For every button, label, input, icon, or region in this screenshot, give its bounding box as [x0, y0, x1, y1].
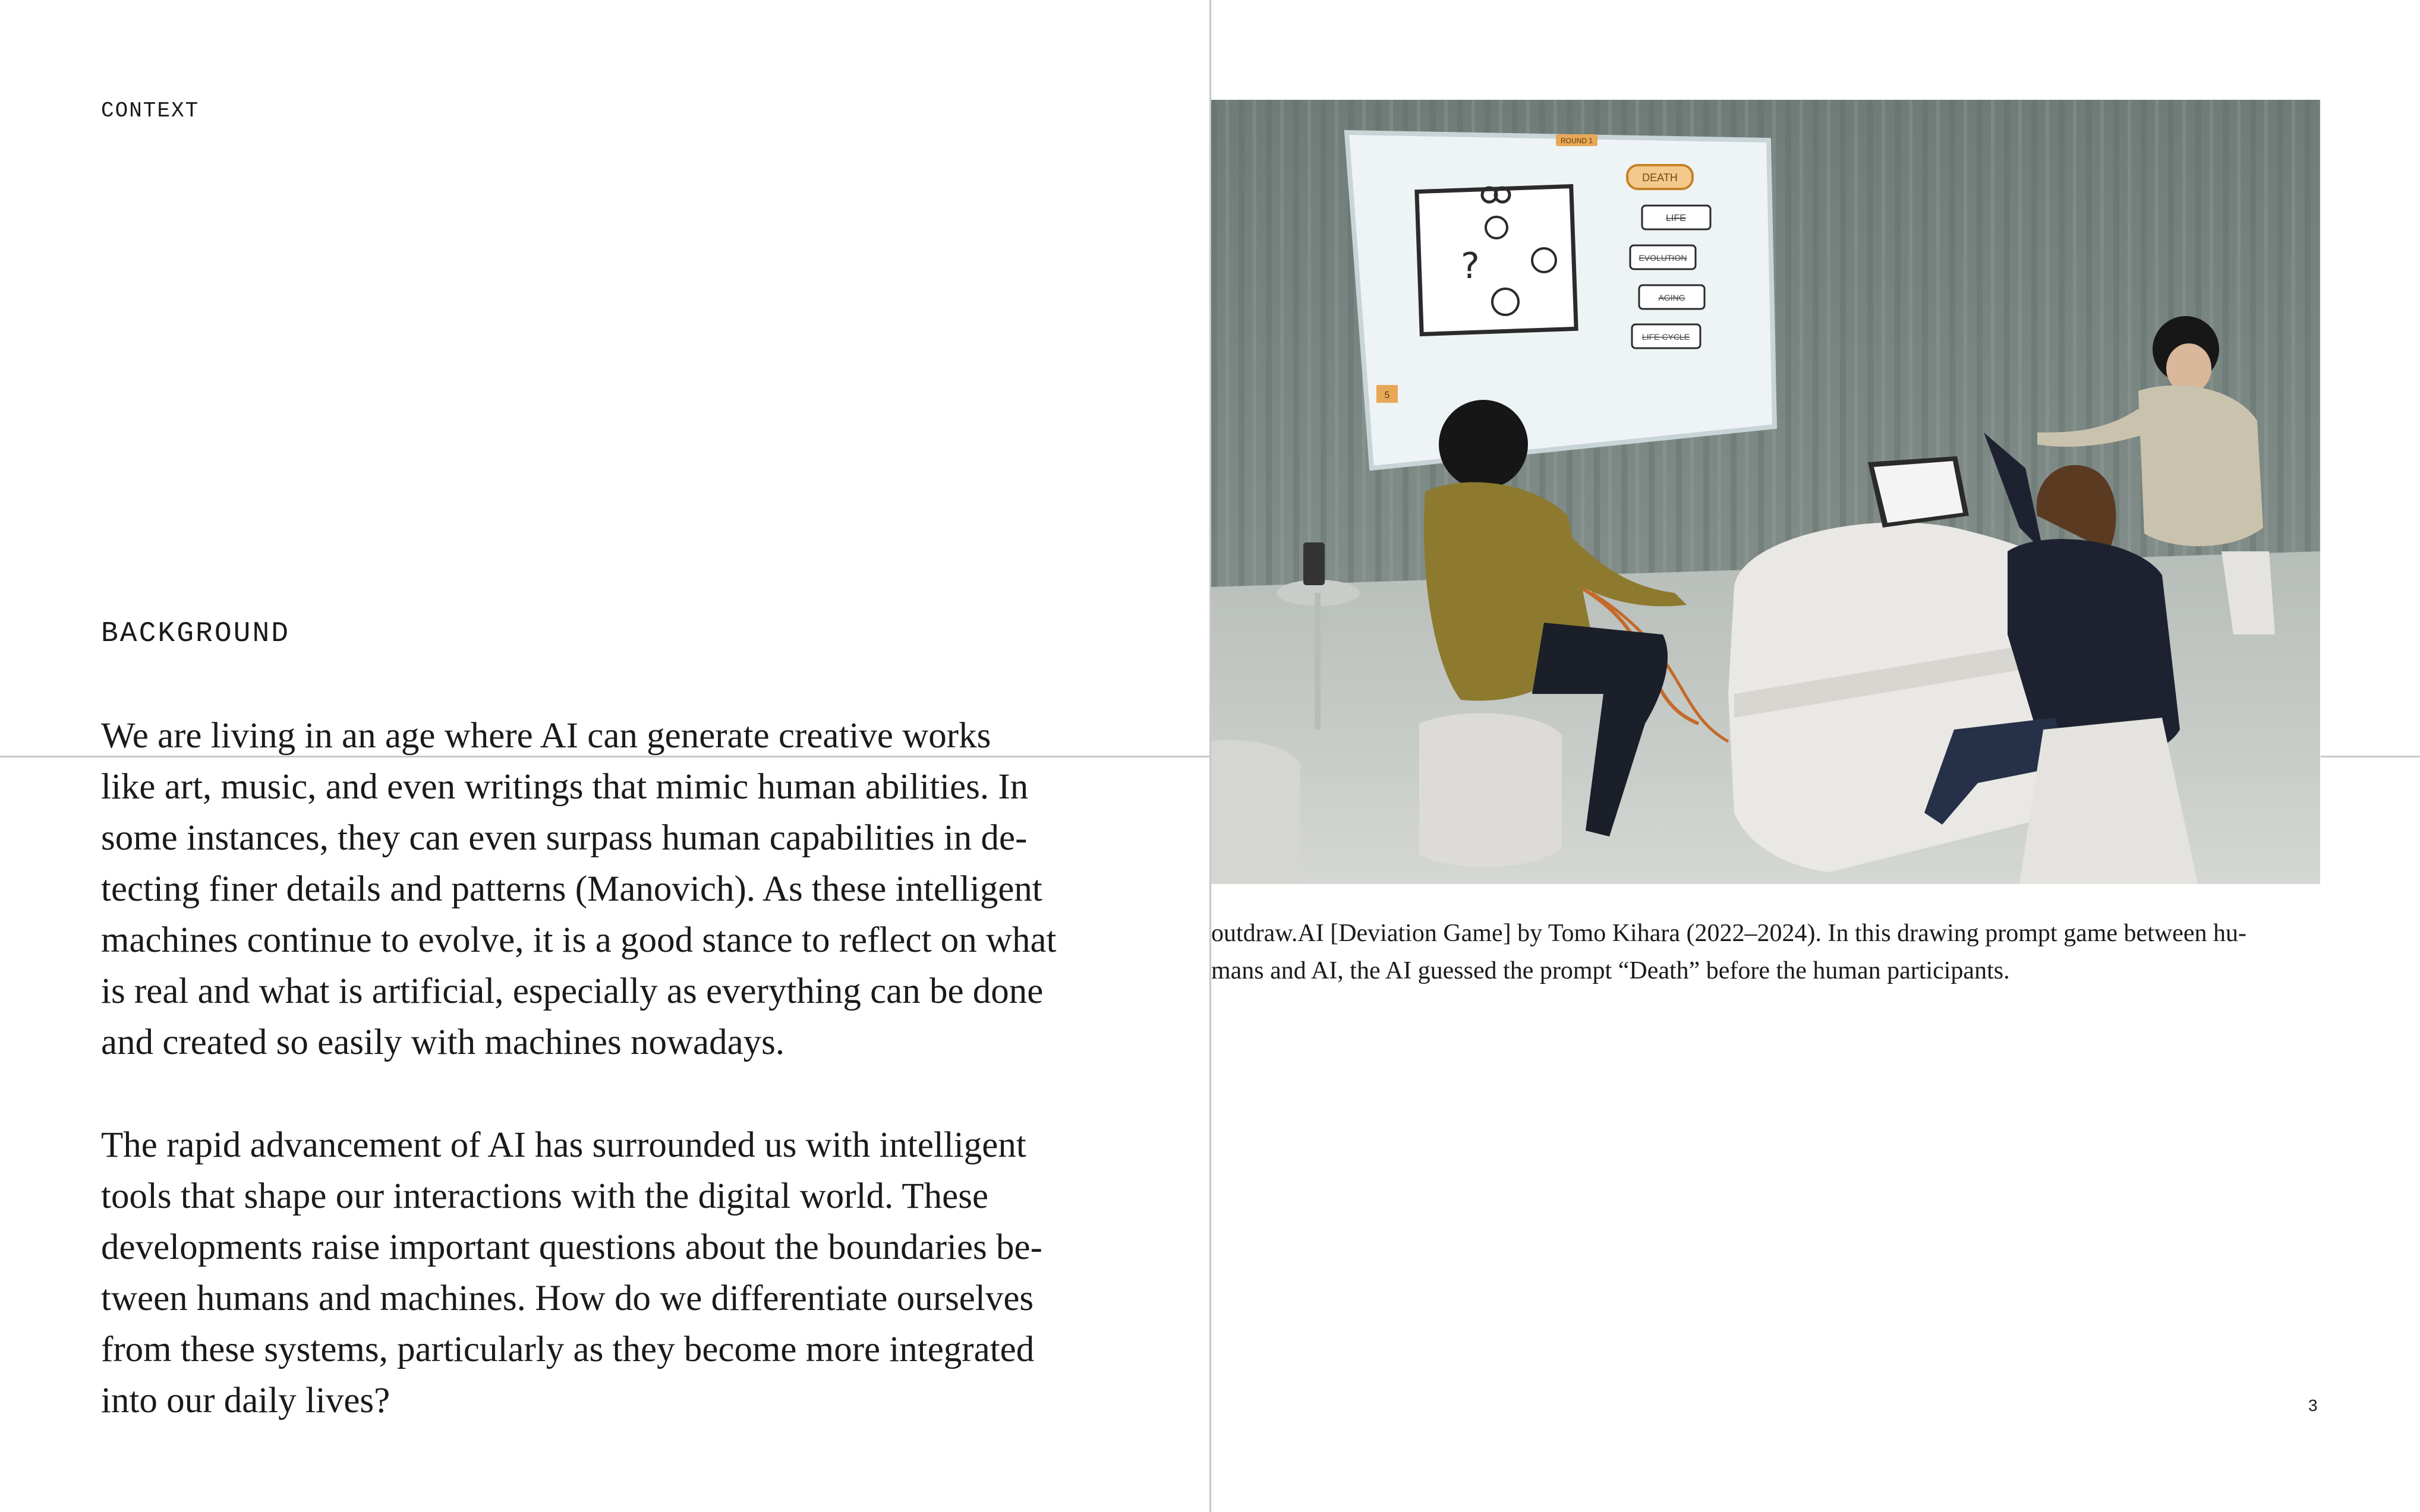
background-paragraph-1 — [101, 711, 1123, 1068]
background-paragraph-2 — [101, 1120, 1123, 1426]
text-line: tools that shape our interactions with the digital world. These — [101, 1176, 989, 1216]
screen-word: LIFE CYCLE — [1641, 332, 1690, 342]
text-line: from these systems, particularly as they become more integrated — [101, 1330, 1035, 1369]
section-label-context: CONTEXT — [101, 99, 200, 123]
text-line: into our daily lives? — [101, 1381, 390, 1421]
text-line: The rapid advancement of AI has surrounded us with intelligent — [101, 1125, 1026, 1165]
section-label-background: BACKGROUND — [101, 618, 291, 650]
page-divider-horizontal-right — [2321, 756, 2420, 757]
screen-counter: 5 — [1384, 390, 1390, 400]
text-line: some instances, they can even surpass human capabilities in de- — [101, 818, 1028, 858]
photo-caption — [1211, 915, 2320, 990]
projection-screen — [1347, 132, 1775, 468]
caption-line: outdraw.AI [Deviation Game] by Tomo Kihara (2022–2024). In this drawing prompt game between hu- — [1211, 920, 2246, 947]
svg-text:?: ? — [1461, 245, 1480, 287]
caption-line: mans and AI, the AI guessed the prompt “Death” before the human participants. — [1211, 957, 2010, 984]
screen-word: LIFE — [1666, 213, 1686, 223]
text-line: is real and what is artificial, especially as everything can be done — [101, 971, 1044, 1011]
text-line: We are living in an age where AI can generate creative works — [101, 716, 991, 756]
text-line: machines continue to evolve, it is a good stance to reflect on what — [101, 920, 1057, 960]
text-line: like art, music, and even writings that mimic human abilities. In — [101, 767, 1029, 807]
text-line: developments raise important questions about the boundaries be- — [101, 1227, 1042, 1267]
screen-word: DEATH — [1642, 172, 1678, 184]
text-line: tecting finer details and patterns (Manovich). As these intelligent — [101, 869, 1042, 909]
text-line: and created so easily with machines nowadays. — [101, 1022, 785, 1062]
round-label: ROUND 1 — [1560, 137, 1593, 145]
screen-word: AGING — [1658, 293, 1685, 302]
screen-word: EVOLUTION — [1638, 253, 1687, 263]
text-line: tween humans and machines. How do we differentiate ourselves — [101, 1279, 1034, 1318]
exhibition-photo — [1211, 100, 2320, 884]
page-number: 3 — [2308, 1396, 2318, 1415]
